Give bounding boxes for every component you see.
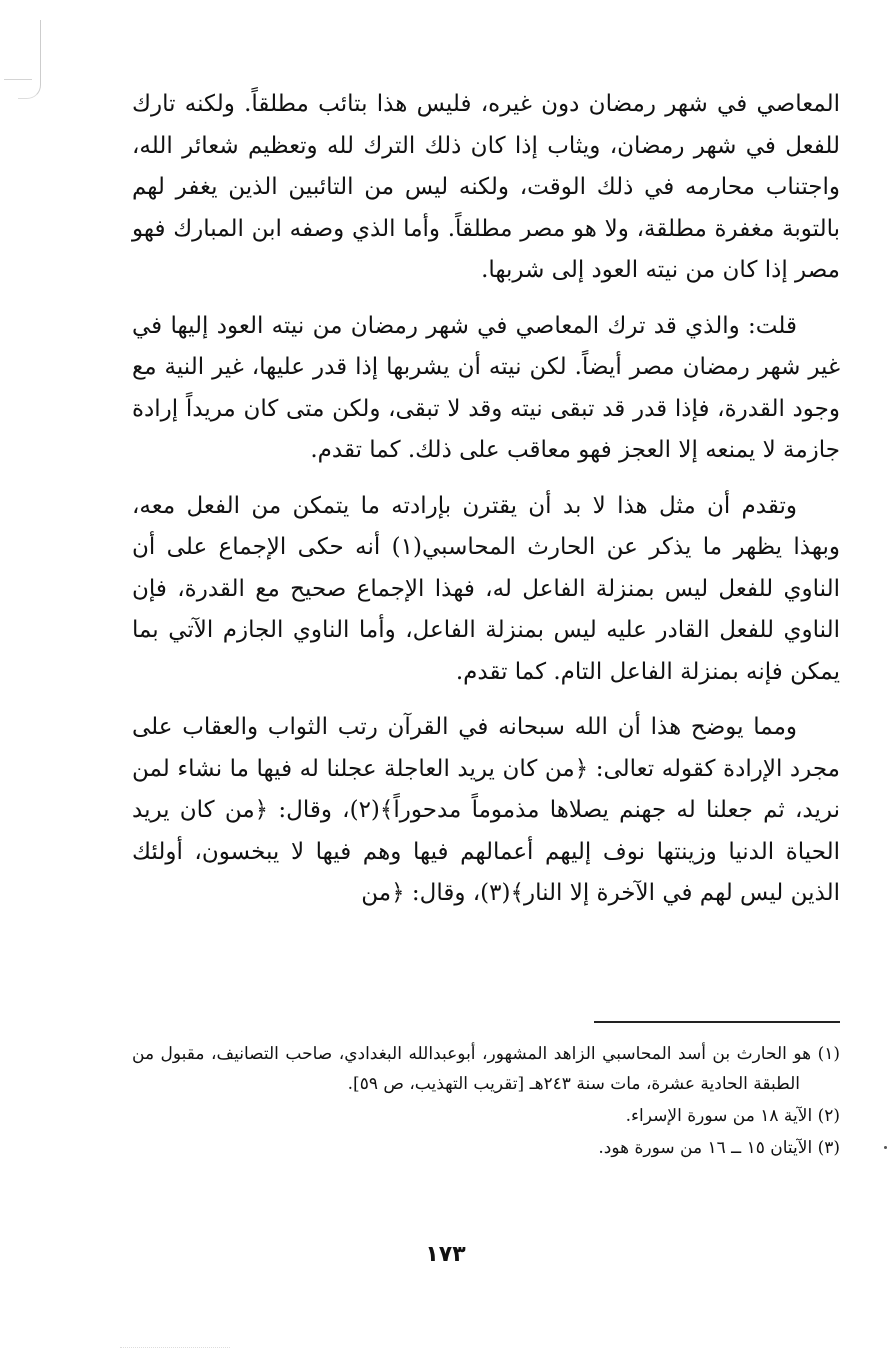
main-text [132,84,840,929]
scan-dot [884,1146,887,1149]
footnote-2: (٢) الآية ١٨ من سورة الإسراء. [625,1106,840,1126]
footnote-3: (٣) الآيتان ١٥ ــ ١٦ من سورة هود. [598,1138,840,1158]
scan-edge-line [4,79,32,80]
scan-edge-mark [18,20,41,99]
page-number: ١٧٣ [425,1242,466,1267]
paragraph-3: وتقدم أن مثل هذا لا بد أن يقترن بإرادته ما يتمكن من الفعل معه، وبهذا يظهر ما يذكر عن الحارث المحاسبي(١) أنه حكى الإجماع على أن الناوي للفعل ليس بمنزلة الفاعل له، فهذا الإجماع صحيح مع القدرة، فإن الناوي للفعل القادر عليه ليس بمنزلة الفاعل، وأما الناوي الجازم الآتي بما يمكن فإنه بمنزلة الفاعل التام. كما تقدم. [132,492,840,685]
paragraph-1: المعاصي في شهر رمضان دون غيره، فليس هذا بتائب مطلقاً. ولكنه تارك للفعل في شهر رمضان، ويثاب إذا كان ذلك الترك لله وتعظيم شعائر الله، واجتناب محارمه في ذلك الوقت، ولكنه ليس من التائبين الذين يغفر لهم بالتوبة مغفرة مطلقة، ولا هو مصر مطلقاً. وأما الذي وصفه ابن المبارك فهو مصر إذا كان من نيته العود إلى شربها. [132,91,841,283]
paragraph-4: ومما يوضح هذا أن الله سبحانه في القرآن رتب الثواب والعقاب على مجرد الإرادة كقوله تعالى: ﴿من كان يريد العاجلة عجلنا له فيها ما نشاء لمن نريد، ثم جعلنا له جهنم يصلاها مذموماً مدحوراً﴾(٢)، وقال: ﴿من كان يريد الحياة الدنيا وزينتها نوف إليهم أعمالهم فيها وهم فيها لا يبخسون، أولئك الذين ليس لهم في الآخرة إلا النار﴾(٣)، وقال: ﴿من [132,714,840,906]
footnote-separator [594,1021,840,1023]
paragraph-2: قلت: والذي قد ترك المعاصي في شهر رمضان من نيته العود إليها في غير شهر رمضان مصر أيضاً. لكن نيته أن يشربها إذا قدر عليها، غير النية مع وجود القدرة، فإذا قدر قد تبقى نيته وقد لا تبقى، ولكن متى كان مريداً إرادة جازمة لا يمنعه إلا العجز فهو معاقب على ذلك. كما تقدم. [132,312,840,463]
footnote-1: (١) هو الحارث بن أسد المحاسبي الزاهد المشهور، أبوعبدالله البغدادي، صاحب التصانيف، مقبول من الطبقة الحادية عشرة، مات سنة ٢٤٣هـ [تقريب التهذيب، ص ٥٩]. [132,1044,840,1094]
scan-bottom-noise [120,1347,230,1364]
footnotes [132,1039,840,1165]
